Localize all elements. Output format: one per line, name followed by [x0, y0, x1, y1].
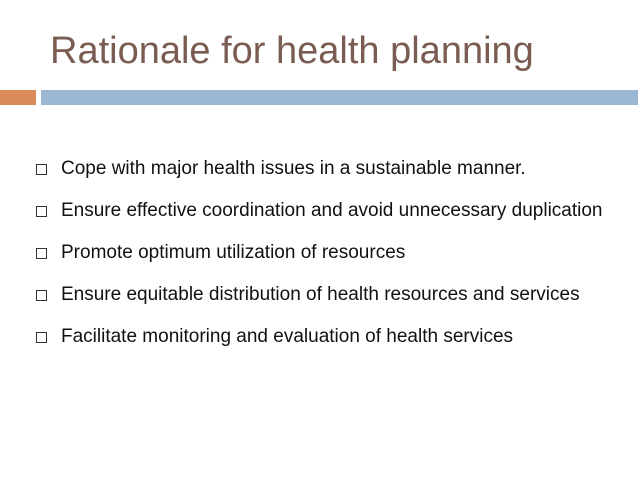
bullet-text: Cope with major health issues in a sustainable manner. — [61, 158, 526, 179]
bullet-item — [36, 150, 616, 188]
bullet-item — [36, 318, 616, 356]
bullet-item — [36, 234, 616, 272]
square-bullet-icon — [36, 164, 47, 175]
bullet-text: Facilitate monitoring and evaluation of health services — [61, 326, 514, 347]
square-bullet-icon — [36, 248, 47, 259]
bullet-item — [36, 276, 616, 314]
slide-title: Rationale for health planning — [50, 30, 534, 72]
square-bullet-icon — [36, 332, 47, 343]
square-bullet-icon — [36, 290, 47, 301]
bullet-text: Ensure equitable distribution of health resources and services — [61, 284, 580, 305]
bullet-text: Promote optimum utilization of resources — [61, 242, 406, 263]
bullet-list — [36, 150, 616, 360]
bullet-item — [36, 192, 616, 230]
title-rule-accent — [0, 90, 36, 105]
bullet-text: Ensure effective coordination and avoid unnecessary duplication — [61, 200, 603, 221]
square-bullet-icon — [36, 206, 47, 217]
title-rule — [41, 90, 638, 105]
